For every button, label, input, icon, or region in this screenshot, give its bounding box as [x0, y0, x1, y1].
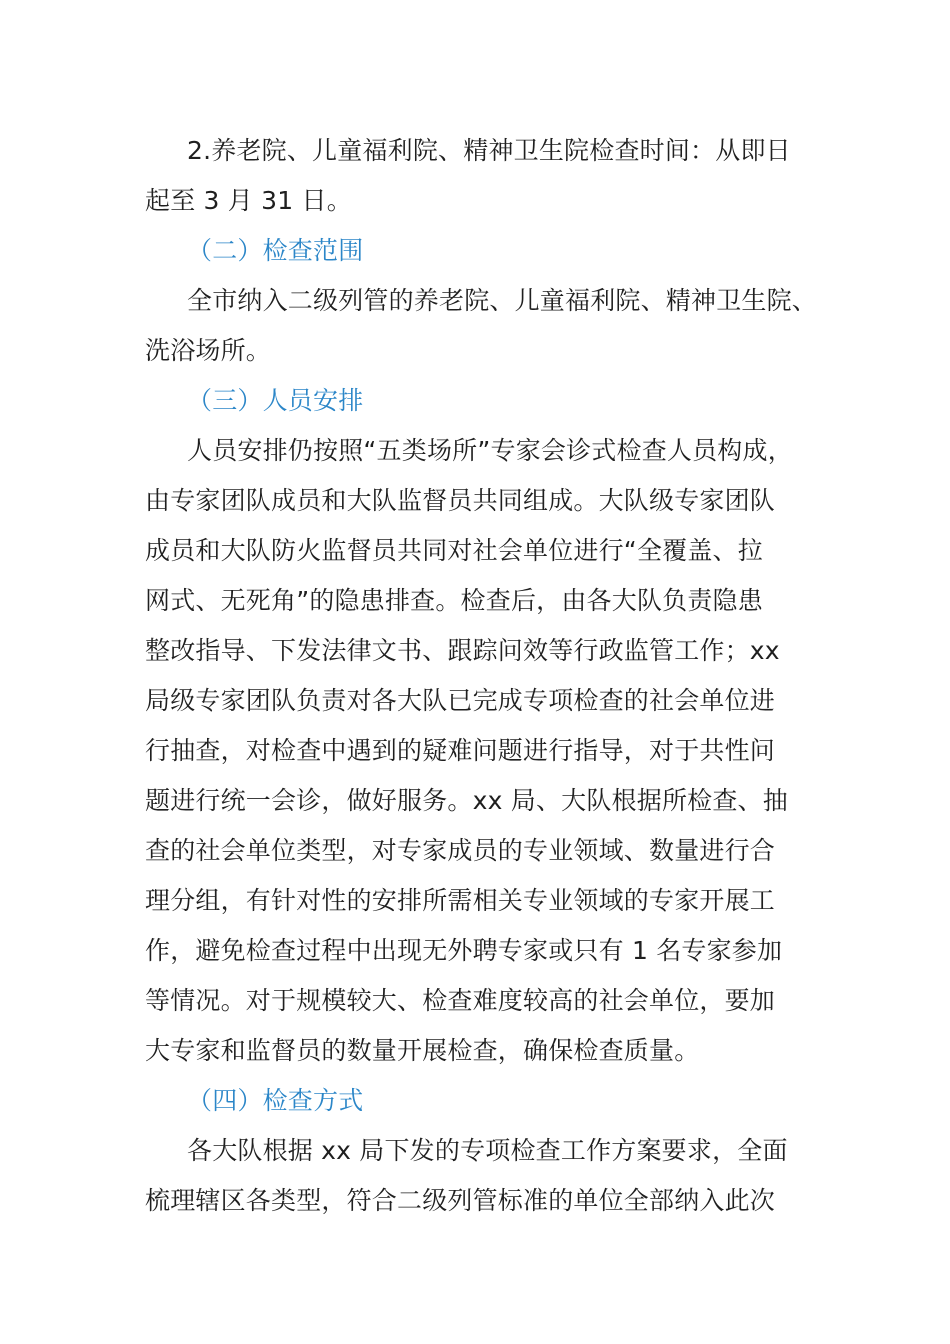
- paragraph-line: 成员和大队防火监督员共同对社会单位进行“全覆盖、拉: [145, 536, 763, 565]
- paragraph-line: 由专家团队成员和大队监督员共同组成。大队级专家团队: [145, 486, 776, 515]
- paragraph-line: 梳理辖区各类型，符合二级列管标准的单位全部纳入此次: [145, 1186, 776, 1215]
- paragraph-line: 等情况。对于规模较大、检查难度较高的社会单位，要加: [145, 986, 776, 1015]
- paragraph-line: 理分组，有针对性的安排所需相关专业领域的专家开展工: [145, 886, 776, 915]
- paragraph-line: 整改指导、下发法律文书、跟踪问效等行政监管工作；xx: [145, 636, 780, 665]
- paragraph-line: 起至 3 月 31 日。: [145, 186, 352, 215]
- section-heading-method: （四）检查方式: [187, 1086, 364, 1115]
- document-body: [145, 126, 825, 1226]
- paragraph-line: 大专家和监督员的数量开展检查，确保检查质量。: [145, 1036, 700, 1065]
- paragraph-line: 查的社会单位类型，对专家成员的专业领域、数量进行合: [145, 836, 776, 865]
- paragraph-line: 人员安排仍按照“五类场所”专家会诊式检查人员构成，: [187, 436, 793, 465]
- section-heading-staffing: （三）人员安排: [187, 386, 364, 415]
- paragraph-line: 作，避免检查过程中出现无外聘专家或只有 1 名专家参加: [145, 936, 783, 965]
- paragraph-line: 全市纳入二级列管的养老院、儿童福利院、精神卫生院、: [187, 286, 818, 315]
- paragraph-line: 局级专家团队负责对各大队已完成专项检查的社会单位进: [145, 686, 776, 715]
- paragraph-line: 洗浴场所。: [145, 336, 272, 365]
- paragraph-line: 行抽查，对检查中遇到的疑难问题进行指导，对于共性问: [145, 736, 776, 765]
- paragraph-line: 题进行统一会诊，做好服务。xx 局、大队根据所检查、抽: [145, 786, 788, 815]
- paragraph-line: 网式、无死角”的隐患排查。检查后，由各大队负责隐患: [145, 586, 763, 615]
- section-heading-scope: （二）检查范围: [187, 236, 364, 265]
- paragraph-line: 各大队根据 xx 局下发的专项检查工作方案要求，全面: [187, 1136, 788, 1165]
- paragraph-line: 2.养老院、儿童福利院、精神卫生院检查时间：从即日: [187, 136, 791, 165]
